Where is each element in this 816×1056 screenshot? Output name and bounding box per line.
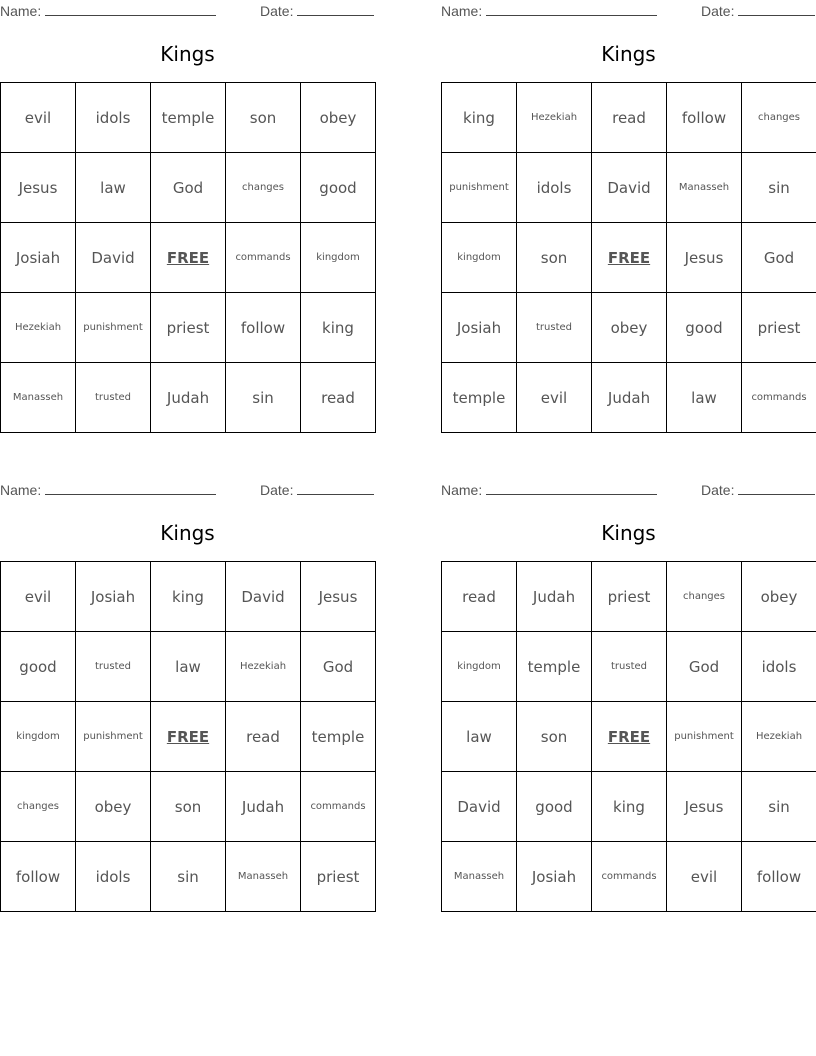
bingo-cell: Jesus bbox=[667, 223, 742, 293]
date-field bbox=[260, 482, 374, 498]
bingo-cell: evil bbox=[1, 562, 76, 632]
bingo-cell: trusted bbox=[76, 363, 151, 433]
bingo-cell: king bbox=[301, 293, 376, 363]
bingo-cell: changes bbox=[742, 83, 816, 153]
bingo-cell: trusted bbox=[76, 632, 151, 702]
free-space-cell: FREE bbox=[592, 702, 667, 772]
bingo-cell: read bbox=[592, 83, 667, 153]
grid-row bbox=[442, 772, 816, 842]
bingo-cell: follow bbox=[742, 842, 816, 912]
bingo-cell: son bbox=[517, 223, 592, 293]
bingo-cell: priest bbox=[301, 842, 376, 912]
bingo-cell: Judah bbox=[592, 363, 667, 433]
bingo-grid bbox=[0, 561, 376, 912]
bingo-cell: kingdom bbox=[301, 223, 376, 293]
grid-row bbox=[442, 363, 816, 433]
name-field bbox=[0, 3, 216, 19]
bingo-cell: Judah bbox=[226, 772, 301, 842]
bingo-cell: commands bbox=[226, 223, 301, 293]
date-blank-line bbox=[297, 3, 374, 16]
date-label: Date: bbox=[260, 3, 294, 19]
bingo-cell: good bbox=[517, 772, 592, 842]
bingo-cell: king bbox=[151, 562, 226, 632]
bingo-cell: Manasseh bbox=[442, 842, 517, 912]
bingo-cell: sin bbox=[151, 842, 226, 912]
bingo-cell: David bbox=[226, 562, 301, 632]
bingo-cell: Hezekiah bbox=[1, 293, 76, 363]
card-title: Kings bbox=[601, 521, 656, 545]
grid-row bbox=[1, 363, 376, 433]
bingo-cell: Manasseh bbox=[226, 842, 301, 912]
free-space-cell: FREE bbox=[151, 702, 226, 772]
bingo-cell: changes bbox=[667, 562, 742, 632]
name-label: Name: bbox=[0, 3, 42, 19]
bingo-cell: son bbox=[517, 702, 592, 772]
grid-row bbox=[442, 83, 816, 153]
grid-row bbox=[442, 223, 816, 293]
name-label: Name: bbox=[441, 3, 483, 19]
bingo-cell: commands bbox=[742, 363, 816, 433]
grid-row bbox=[442, 293, 816, 363]
grid-row bbox=[1, 702, 376, 772]
bingo-cell: punishment bbox=[667, 702, 742, 772]
date-field bbox=[701, 3, 815, 19]
bingo-cell: obey bbox=[592, 293, 667, 363]
bingo-cell: Josiah bbox=[76, 562, 151, 632]
date-label: Date: bbox=[701, 482, 735, 498]
bingo-cell: Josiah bbox=[1, 223, 76, 293]
grid-row bbox=[1, 842, 376, 912]
name-blank-line bbox=[486, 3, 657, 16]
grid-row bbox=[442, 632, 816, 702]
bingo-cell: David bbox=[592, 153, 667, 223]
date-label: Date: bbox=[260, 482, 294, 498]
date-label: Date: bbox=[701, 3, 735, 19]
bingo-cell: kingdom bbox=[442, 632, 517, 702]
bingo-cell: kingdom bbox=[442, 223, 517, 293]
bingo-cell: evil bbox=[517, 363, 592, 433]
bingo-cell: God bbox=[742, 223, 816, 293]
grid-row bbox=[442, 702, 816, 772]
bingo-cell: trusted bbox=[517, 293, 592, 363]
bingo-card-3 bbox=[0, 479, 375, 909]
bingo-cell: idols bbox=[76, 83, 151, 153]
bingo-cell: punishment bbox=[442, 153, 517, 223]
date-blank-line bbox=[297, 482, 374, 495]
bingo-cell: priest bbox=[151, 293, 226, 363]
bingo-cell: temple bbox=[442, 363, 517, 433]
date-blank-line bbox=[738, 482, 815, 495]
grid-row bbox=[1, 223, 376, 293]
bingo-grid bbox=[441, 561, 816, 912]
bingo-cell: king bbox=[442, 83, 517, 153]
date-field bbox=[701, 482, 815, 498]
grid-row bbox=[1, 153, 376, 223]
name-label: Name: bbox=[0, 482, 42, 498]
name-blank-line bbox=[486, 482, 657, 495]
bingo-cell: Jesus bbox=[667, 772, 742, 842]
free-space-cell: FREE bbox=[151, 223, 226, 293]
bingo-cell: sin bbox=[226, 363, 301, 433]
bingo-cell: law bbox=[667, 363, 742, 433]
bingo-cell: king bbox=[592, 772, 667, 842]
grid-row bbox=[442, 562, 816, 632]
bingo-cell: evil bbox=[1, 83, 76, 153]
bingo-cell: kingdom bbox=[1, 702, 76, 772]
bingo-cell: temple bbox=[301, 702, 376, 772]
bingo-cell: Judah bbox=[151, 363, 226, 433]
bingo-cell: son bbox=[226, 83, 301, 153]
bingo-cell: son bbox=[151, 772, 226, 842]
bingo-cell: idols bbox=[742, 632, 816, 702]
bingo-cell: evil bbox=[667, 842, 742, 912]
date-blank-line bbox=[738, 3, 815, 16]
bingo-cell: follow bbox=[1, 842, 76, 912]
card-title: Kings bbox=[160, 521, 215, 545]
bingo-cell: Jesus bbox=[301, 562, 376, 632]
name-field bbox=[441, 482, 657, 498]
bingo-cell: Josiah bbox=[442, 293, 517, 363]
bingo-grid bbox=[441, 82, 816, 433]
name-blank-line bbox=[45, 3, 216, 16]
bingo-card-4 bbox=[441, 479, 816, 909]
bingo-cell: commands bbox=[301, 772, 376, 842]
bingo-cell: David bbox=[76, 223, 151, 293]
bingo-grid bbox=[0, 82, 376, 433]
bingo-card-1 bbox=[0, 0, 375, 430]
grid-row bbox=[1, 83, 376, 153]
bingo-cell: read bbox=[301, 363, 376, 433]
bingo-card-2 bbox=[441, 0, 816, 430]
date-field bbox=[260, 3, 374, 19]
bingo-cell: Manasseh bbox=[1, 363, 76, 433]
name-field bbox=[441, 3, 657, 19]
bingo-cell: temple bbox=[517, 632, 592, 702]
bingo-cell: God bbox=[667, 632, 742, 702]
bingo-cell: obey bbox=[301, 83, 376, 153]
bingo-cell: changes bbox=[1, 772, 76, 842]
bingo-cell: good bbox=[667, 293, 742, 363]
grid-row bbox=[1, 562, 376, 632]
bingo-cell: Hezekiah bbox=[742, 702, 816, 772]
bingo-cell: read bbox=[442, 562, 517, 632]
bingo-cell: Jesus bbox=[1, 153, 76, 223]
name-field bbox=[0, 482, 216, 498]
grid-row bbox=[442, 153, 816, 223]
bingo-cell: priest bbox=[592, 562, 667, 632]
bingo-cell: punishment bbox=[76, 293, 151, 363]
bingo-cell: Josiah bbox=[517, 842, 592, 912]
free-space-cell: FREE bbox=[592, 223, 667, 293]
bingo-cell: sin bbox=[742, 772, 816, 842]
bingo-cell: good bbox=[301, 153, 376, 223]
bingo-cell: follow bbox=[226, 293, 301, 363]
bingo-cell: good bbox=[1, 632, 76, 702]
bingo-cell: obey bbox=[76, 772, 151, 842]
bingo-cell: follow bbox=[667, 83, 742, 153]
bingo-cell: obey bbox=[742, 562, 816, 632]
bingo-cell: idols bbox=[76, 842, 151, 912]
bingo-cell: God bbox=[301, 632, 376, 702]
bingo-cell: law bbox=[151, 632, 226, 702]
grid-row bbox=[1, 293, 376, 363]
bingo-cell: David bbox=[442, 772, 517, 842]
card-title: Kings bbox=[601, 42, 656, 66]
bingo-cell: Judah bbox=[517, 562, 592, 632]
bingo-cell: changes bbox=[226, 153, 301, 223]
grid-row bbox=[1, 632, 376, 702]
bingo-cell: God bbox=[151, 153, 226, 223]
bingo-cell: law bbox=[442, 702, 517, 772]
bingo-cell: law bbox=[76, 153, 151, 223]
card-title: Kings bbox=[160, 42, 215, 66]
bingo-cell: commands bbox=[592, 842, 667, 912]
bingo-cell: Hezekiah bbox=[517, 83, 592, 153]
bingo-cell: Hezekiah bbox=[226, 632, 301, 702]
bingo-cell: temple bbox=[151, 83, 226, 153]
bingo-cell: read bbox=[226, 702, 301, 772]
bingo-cell: priest bbox=[742, 293, 816, 363]
bingo-cell: Manasseh bbox=[667, 153, 742, 223]
bingo-cell: trusted bbox=[592, 632, 667, 702]
bingo-cell: punishment bbox=[76, 702, 151, 772]
bingo-cell: idols bbox=[517, 153, 592, 223]
bingo-cell: sin bbox=[742, 153, 816, 223]
grid-row bbox=[442, 842, 816, 912]
name-blank-line bbox=[45, 482, 216, 495]
name-label: Name: bbox=[441, 482, 483, 498]
grid-row bbox=[1, 772, 376, 842]
